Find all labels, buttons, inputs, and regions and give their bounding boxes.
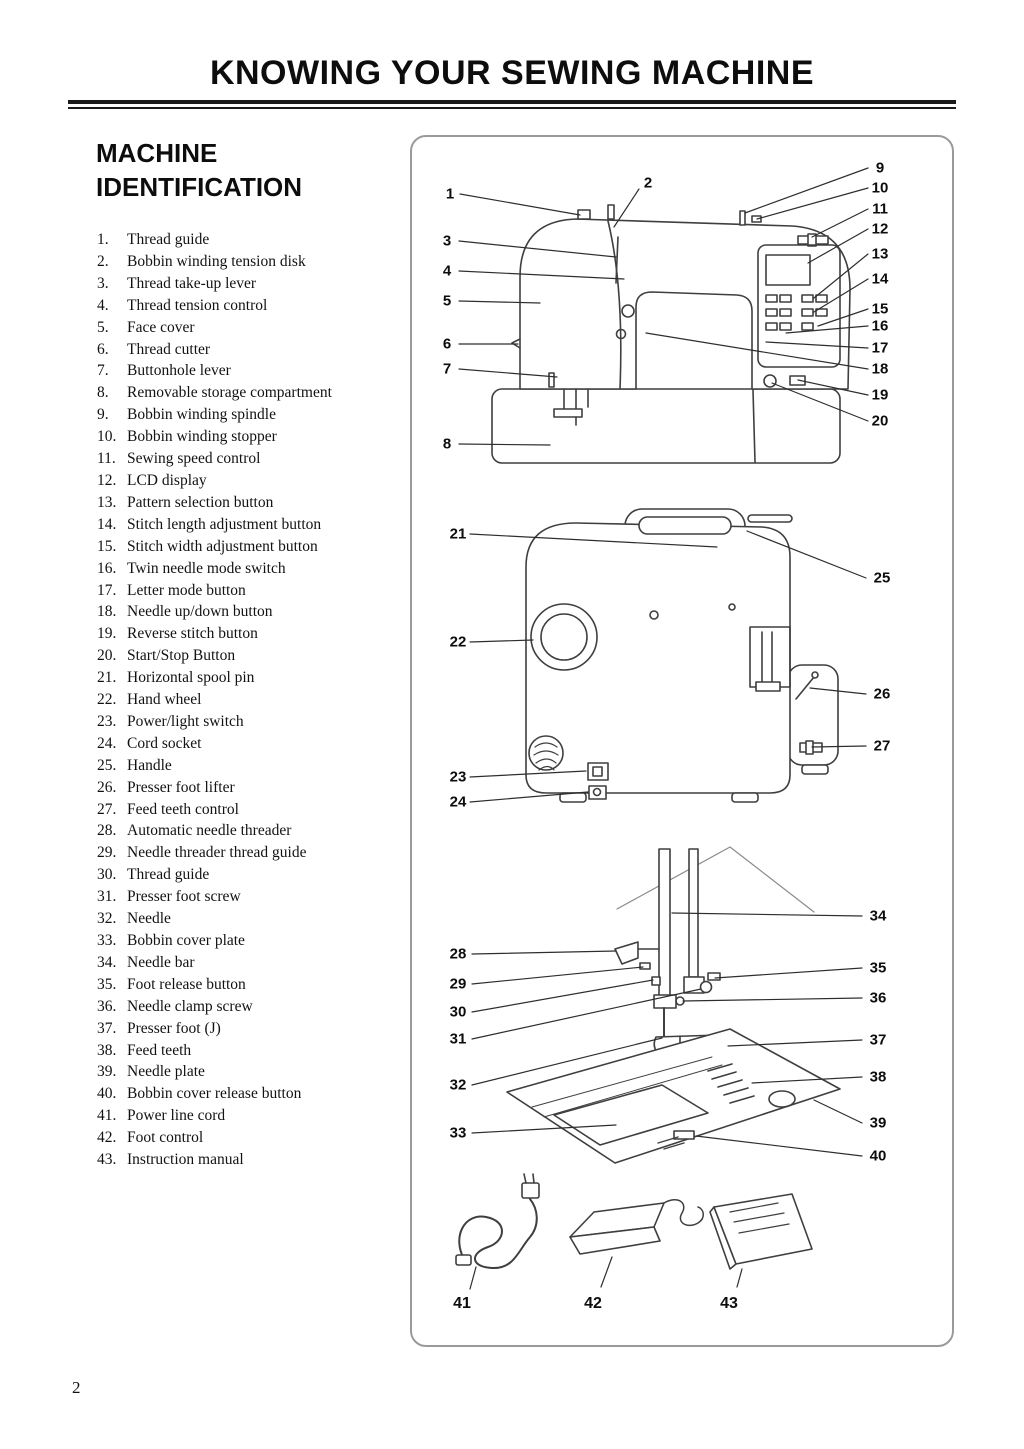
callout-31: 31 [449,1030,467,1048]
part-row [97,514,402,536]
part-row [97,974,402,996]
part-row [97,952,402,974]
part-row [97,1040,402,1062]
callout-38: 38 [869,1068,887,1086]
callout-43: 43 [720,1295,738,1312]
part-label: Stitch length adjustment button [127,515,322,533]
section-heading-line1: MACHINE [96,138,218,168]
part-number: 5. [97,318,109,336]
part-number: 8. [97,384,109,402]
callout-20: 20 [871,412,889,430]
part-number: 23. [97,712,117,730]
part-row [97,864,402,886]
part-row [97,558,402,580]
part-label: Needle clamp screw [127,997,253,1015]
callout-34: 34 [869,907,887,925]
part-row [97,1149,402,1171]
part-row [97,777,402,799]
part-number: 19. [97,625,117,643]
callout-27: 27 [873,737,891,755]
part-label: Bobbin cover release button [127,1085,302,1103]
callout-4: 4 [442,262,452,280]
part-label: Buttonhole lever [127,362,231,380]
part-label: Thread tension control [127,296,268,314]
callout-5: 5 [442,292,452,310]
part-row [97,382,402,404]
part-row [97,492,402,514]
rear-view-illustration [526,509,838,802]
callout-26: 26 [873,685,891,703]
callout-40: 40 [869,1147,887,1165]
part-row [97,273,402,295]
callout-30: 30 [449,1003,467,1021]
part-row [97,820,402,842]
part-label: Instruction manual [127,1151,244,1169]
part-row [97,667,402,689]
part-number: 17. [97,581,117,599]
part-number: 36. [97,997,117,1015]
callout-16: 16 [871,317,889,335]
part-row [97,623,402,645]
callout-14: 14 [871,270,889,288]
part-number: 13. [97,493,117,511]
part-label: Needle [127,910,171,928]
part-number: 39. [97,1063,117,1081]
part-number: 40. [97,1085,117,1103]
section-heading [96,136,302,204]
part-label: Feed teeth control [127,800,239,818]
part-row [97,404,402,426]
callout-25: 25 [873,569,891,587]
part-number: 16. [97,559,117,577]
callout-42: 42 [584,1295,602,1312]
part-number: 35. [97,975,117,993]
callout-41: 41 [453,1295,471,1312]
part-label: Bobbin winding tension disk [127,252,306,270]
title-divider [68,100,956,109]
part-row [97,601,402,623]
part-label: Needle threader thread guide [127,844,307,862]
part-number: 6. [97,340,109,358]
part-number: 31. [97,888,117,906]
part-number: 3. [97,274,109,292]
parts-list [97,229,402,1171]
part-label: Handle [127,756,172,774]
part-label: Twin needle mode switch [127,559,286,577]
part-number: 33. [97,932,117,949]
part-row [97,470,402,492]
part-row [97,536,402,558]
part-number: 2. [97,252,109,270]
callout-35: 35 [869,959,887,977]
part-row [97,448,402,470]
callout-39: 39 [869,1114,887,1132]
part-row [97,733,402,755]
part-row [97,930,402,952]
part-label: Thread take-up lever [127,274,257,292]
part-number: 4. [97,296,109,314]
callout-8: 8 [442,435,452,453]
part-number: 10. [97,428,117,446]
part-row [97,229,402,251]
part-number: 9. [97,406,109,424]
part-label: Bobbin winding stopper [127,428,277,446]
needle-area-illustration [507,847,840,1163]
part-label: Bobbin winding spindle [127,406,276,424]
part-number: 14. [97,515,117,533]
callout-22: 22 [449,633,467,651]
part-number: 22. [97,691,117,709]
part-number: 7. [97,362,109,380]
part-number: 34. [97,953,117,971]
part-label: Reverse stitch button [127,625,258,643]
part-label: Hand wheel [127,691,202,709]
callout-10: 10 [871,179,889,197]
part-label: Pattern selection button [127,493,274,511]
callout-19: 19 [871,386,889,404]
part-number: 25. [97,756,117,774]
callout-21: 21 [449,525,467,543]
part-row [97,1018,402,1040]
part-row [97,426,402,448]
part-label: Start/Stop Button [127,647,236,665]
callout-17: 17 [871,339,889,357]
page-number: 2 [72,1378,81,1397]
part-row [97,580,402,602]
part-label: Stitch width adjustment button [127,537,318,555]
part-label: Presser foot screw [127,888,241,906]
part-label: Thread guide [127,866,210,884]
callout-13: 13 [871,245,889,263]
part-row [97,251,402,273]
part-label: Automatic needle threader [127,822,292,840]
callout-37: 37 [869,1031,887,1049]
part-number: 38. [97,1041,117,1059]
part-row [97,1061,402,1083]
part-label: Power line cord [127,1107,226,1125]
part-number: 26. [97,778,117,796]
callout-29: 29 [449,975,467,993]
part-number: 29. [97,844,117,862]
part-number: 11. [97,450,116,468]
callout-24: 24 [449,793,467,811]
part-label: Face cover [127,318,195,336]
part-row [97,1127,402,1149]
part-label: Cord socket [127,734,202,752]
callout-18: 18 [871,360,889,378]
part-label: LCD display [127,471,207,489]
callout-12: 12 [871,220,889,238]
part-row [97,711,402,733]
callout-7: 7 [442,360,452,378]
section-heading-line2: IDENTIFICATION [96,172,303,202]
part-row [97,886,402,908]
callout-3: 3 [442,232,452,250]
callout-11: 11 [872,200,888,218]
part-row [97,1083,402,1105]
part-label: Presser foot (J) [127,1019,221,1037]
part-row [97,339,402,361]
part-row [97,908,402,930]
part-row [97,842,402,864]
part-label: Presser foot lifter [127,778,235,796]
part-row [97,689,402,711]
part-number: 20. [97,647,117,665]
part-number: 21. [97,669,117,687]
page-title: KNOWING YOUR SEWING MACHINE [209,54,815,92]
part-label: Horizontal spool pin [127,669,255,687]
part-number: 18. [97,603,117,621]
callout-36: 36 [869,989,887,1007]
part-number: 12. [97,471,117,489]
part-label: Needle up/down button [127,603,273,621]
part-number: 32. [97,910,117,928]
part-label: Feed teeth [127,1041,192,1059]
part-label: Needle bar [127,953,195,971]
part-row [97,645,402,667]
part-label: Sewing speed control [127,450,261,468]
callout-9: 9 [875,159,885,177]
part-number: 41. [97,1107,117,1125]
callout-23: 23 [449,768,467,786]
part-number: 24. [97,734,117,752]
part-number: 15. [97,537,117,555]
part-row [97,1105,402,1127]
part-row [97,360,402,382]
callout-6: 6 [442,335,452,353]
part-row [97,295,402,317]
part-label: Foot release button [127,975,246,993]
part-label: Needle plate [127,1063,205,1081]
part-label: Letter mode button [127,581,246,599]
part-number: 1. [97,231,109,248]
callout-32: 32 [449,1076,467,1094]
part-row [97,317,402,339]
part-label: Removable storage compartment [127,384,332,402]
part-label: Bobbin cover plate [127,932,245,949]
part-label: Foot control [127,1129,204,1147]
callout-15: 15 [871,300,889,318]
callout-28: 28 [449,945,467,963]
diagram-panel [410,135,954,1347]
part-row [97,996,402,1018]
callout-1: 1 [445,185,455,203]
callout-33: 33 [449,1124,467,1142]
part-number: 30. [97,866,117,884]
part-label: Power/light switch [127,712,244,730]
part-label: Thread guide [127,231,210,248]
part-number: 28. [97,822,117,840]
front-view-illustration [492,205,850,463]
part-number: 42. [97,1129,117,1147]
part-number: 43. [97,1151,117,1169]
part-label: Thread cutter [127,340,211,358]
callout-2: 2 [643,174,653,192]
part-row [97,799,402,821]
part-number: 37. [97,1019,117,1037]
accessories-illustration [456,1174,812,1269]
part-number: 27. [97,800,117,818]
part-row [97,755,402,777]
